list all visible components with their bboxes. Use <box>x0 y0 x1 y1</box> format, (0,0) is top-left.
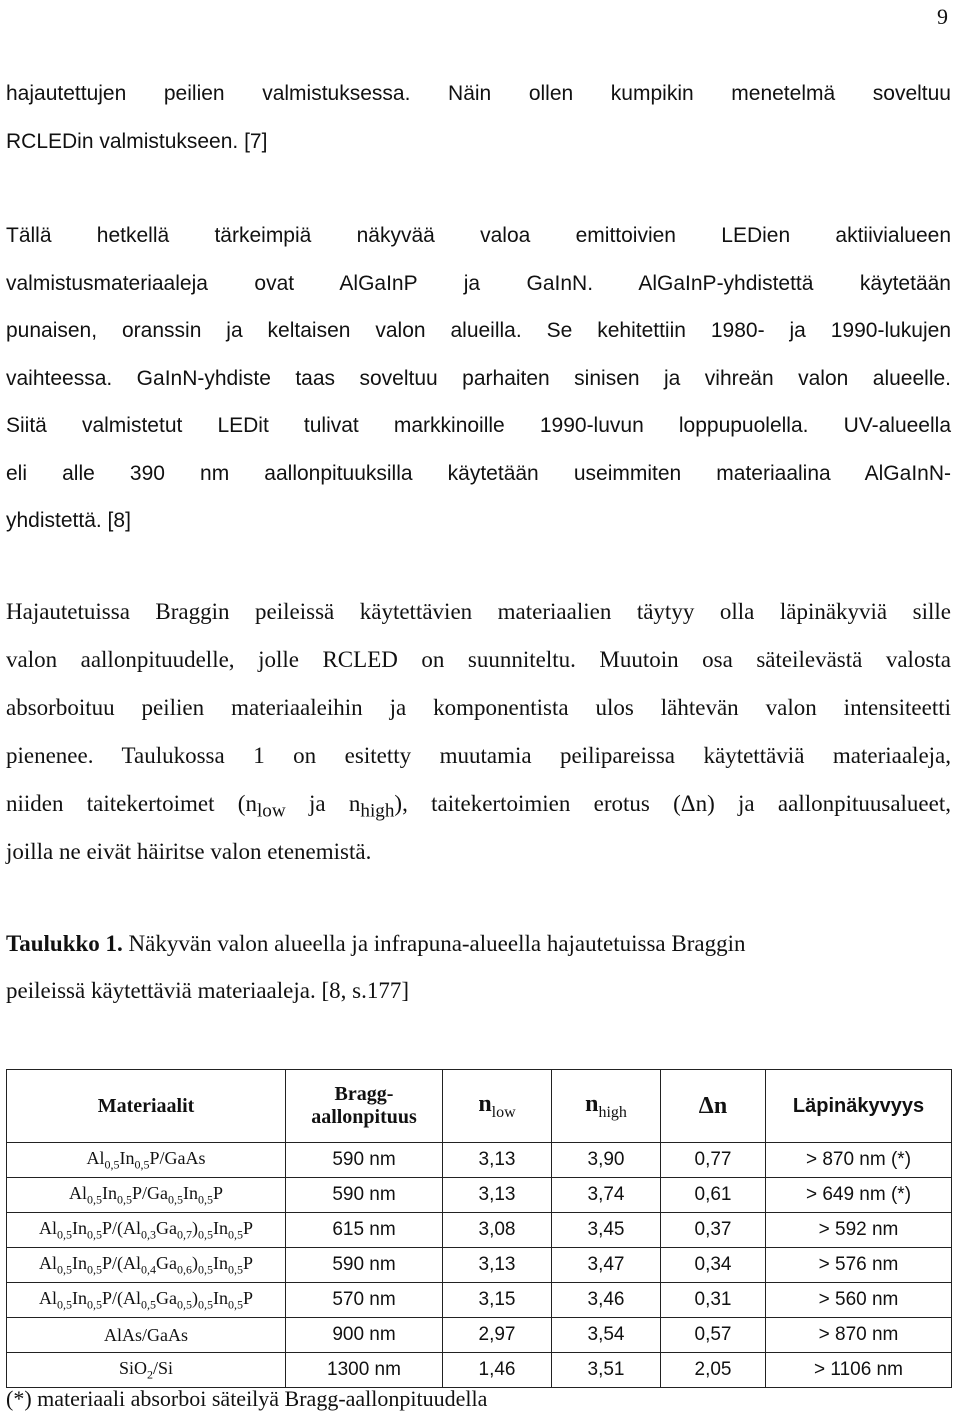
paragraph-line: absorboituu peilien materiaaleihin ja komponentista ulos lähtevän valon intensiteetti <box>6 695 951 720</box>
cell-transparency: > 870 nm <box>766 1318 952 1353</box>
header-bragg-wavelength <box>286 1070 443 1143</box>
header-n-high <box>552 1070 661 1143</box>
cell-material: $Al_{0,5}In_{0,5}P$/GaAs <box>7 1143 286 1178</box>
cell-material: $Al_{0,5}In_{0,5}P/(Al_{0,4}Ga_{0,6})_{0,5}In_{0,5}P$ <box>7 1248 286 1283</box>
table-row <box>7 1318 952 1353</box>
table-row <box>7 1143 952 1178</box>
cell-material: AlAs/GaAs <box>7 1318 286 1353</box>
paragraph-line: eli alle 390 nm aallonpituuksilla käytetään useimmiten materiaalina AlGaInN- <box>6 461 951 485</box>
caption-text: Näkyvän valon alueella ja infrapuna-alueella hajautetuissa Braggin <box>122 931 746 956</box>
paragraph-line: valmistusmateriaaleja ovat AlGaInP ja GaInN. AlGaInP-yhdistettä käytetään <box>6 271 951 295</box>
header-n-low <box>443 1070 552 1143</box>
cell-transparency: > 1106 nm <box>766 1353 952 1388</box>
page-number: 9 <box>937 4 948 29</box>
n-symbol: n <box>478 1090 492 1117</box>
header-bragg-line1: Bragg- <box>334 1083 394 1105</box>
table-row <box>7 1283 952 1318</box>
paragraph-line: yhdistettä. [8] <box>6 509 131 532</box>
cell-material: SiO$_2$/Si <box>7 1353 286 1388</box>
cell-wavelength: 615 nm <box>286 1213 443 1248</box>
cell-delta-n: 0,61 <box>661 1178 766 1213</box>
paragraph-line: Tällä hetkellä tärkeimpiä näkyvää valoa emittoivien LEDien aktiivialueen <box>6 224 951 247</box>
cell-transparency: > 870 nm (*) <box>766 1143 952 1178</box>
n-symbol: n <box>585 1090 599 1117</box>
cell-material: $Al_{0,5}In_{0,5}P/(Al_{0,3}Ga_{0,7})_{0,5}In_{0,5}P$ <box>7 1213 286 1248</box>
table-footnote: (*) materiaali absorboi säteilyä Bragg-aallonpituudella <box>6 1386 488 1411</box>
cell-material: $Al_{0,5}In_{0,5}P/(Al_{0,5}Ga_{0,5})_{0,5}In_{0,5}P$ <box>7 1283 286 1318</box>
cell-material: $Al_{0,5}In_{0,5}P/Ga_{0,5}In_{0,5}P$ <box>7 1178 286 1213</box>
caption-line <box>6 920 951 967</box>
table-header-row <box>7 1070 952 1143</box>
cell-transparency: > 576 nm <box>766 1248 952 1283</box>
cell-transparency: > 592 nm <box>766 1213 952 1248</box>
paragraph-3 <box>6 588 951 876</box>
cell-wavelength: 1300 nm <box>286 1353 443 1388</box>
paragraph-line: RCLEDin valmistukseen. [7] <box>6 129 268 153</box>
cell-delta-n: 2,05 <box>661 1353 766 1388</box>
cell-transparency: > 649 nm (*) <box>766 1178 952 1213</box>
cell-wavelength: 570 nm <box>286 1283 443 1318</box>
cell-delta-n: 0,37 <box>661 1213 766 1248</box>
cell-wavelength: 590 nm <box>286 1248 443 1283</box>
cell-n-high: 3,47 <box>552 1248 661 1283</box>
cell-wavelength: 590 nm <box>286 1178 443 1213</box>
table-row <box>7 1178 952 1213</box>
text-fragment: ja n <box>285 791 361 816</box>
cell-n-high: 3,74 <box>552 1178 661 1213</box>
table-row <box>7 1353 952 1388</box>
header-delta-n: Δn <box>661 1070 766 1143</box>
paragraph-line: Hajautetuissa Braggin peileissä käytettävien materiaalien täytyy olla läpinäkyviä sille <box>6 599 951 624</box>
subscript: low <box>491 1103 516 1121</box>
cell-delta-n: 0,57 <box>661 1318 766 1353</box>
cell-n-low: 1,46 <box>443 1353 552 1388</box>
cell-delta-n: 0,34 <box>661 1248 766 1283</box>
caption-line: peileissä käytettäviä materiaaleja. [8, s.177] <box>6 978 409 1003</box>
cell-wavelength: 590 nm <box>286 1143 443 1178</box>
paragraph-line: valon aallonpituudelle, jolle RCLED on suunniteltu. Muutoin osa säteilevästä valosta <box>6 647 951 672</box>
cell-delta-n: 0,31 <box>661 1283 766 1318</box>
header-bragg-line2: aallonpituus <box>311 1106 417 1128</box>
paragraph-line: joilla ne eivät häiritse valon etenemistä. <box>6 839 372 864</box>
header-transparency: Läpinäkyvyys <box>766 1070 952 1143</box>
cell-n-low: 3,15 <box>443 1283 552 1318</box>
table-row <box>7 1248 952 1283</box>
cell-n-high: 3,46 <box>552 1283 661 1318</box>
subscript: high <box>598 1103 627 1121</box>
paragraph-1 <box>6 70 951 165</box>
text-fragment: niiden taitekertoimet (n <box>6 791 257 816</box>
cell-wavelength: 900 nm <box>286 1318 443 1353</box>
text-fragment: ), taitekertoimien erotus (Δn) ja aallonpituusalueet, <box>394 791 951 816</box>
cell-n-high: 3,45 <box>552 1213 661 1248</box>
paragraph-line: Siitä valmistetut LEDit tulivat markkinoille 1990-luvun loppupuolella. UV-alueella <box>6 414 951 437</box>
paragraph-line: vaihteessa. GaInN-yhdiste taas soveltuu parhaiten sinisen ja vihreän valon alueelle. <box>6 366 951 390</box>
table-caption <box>6 920 951 1014</box>
cell-n-low: 2,97 <box>443 1318 552 1353</box>
subscript: low <box>256 800 286 822</box>
cell-transparency: > 560 nm <box>766 1283 952 1318</box>
paragraph-line: punaisen, oranssin ja keltaisen valon alueilla. Se kehitettiin 1980- ja 1990-lukujen <box>6 319 951 342</box>
subscript: high <box>360 800 395 822</box>
paragraph-line <box>6 780 951 828</box>
materials-table <box>6 1069 952 1388</box>
cell-n-low: 3,13 <box>443 1178 552 1213</box>
cell-n-high: 3,51 <box>552 1353 661 1388</box>
cell-n-low: 3,08 <box>443 1213 552 1248</box>
cell-delta-n: 0,77 <box>661 1143 766 1178</box>
cell-n-low: 3,13 <box>443 1143 552 1178</box>
table-row <box>7 1213 952 1248</box>
cell-n-high: 3,90 <box>552 1143 661 1178</box>
header-materials: Materiaalit <box>7 1070 286 1143</box>
paragraph-2 <box>6 212 951 545</box>
caption-label: Taulukko 1. <box>6 931 123 956</box>
paragraph-line: pienenee. Taulukossa 1 on esitetty muutamia peilipareissa käytettäviä materiaaleja, <box>6 743 951 768</box>
cell-n-high: 3,54 <box>552 1318 661 1353</box>
cell-n-low: 3,13 <box>443 1248 552 1283</box>
paragraph-line: hajautettujen peilien valmistuksessa. Näin ollen kumpikin menetelmä soveltuu <box>6 82 951 105</box>
